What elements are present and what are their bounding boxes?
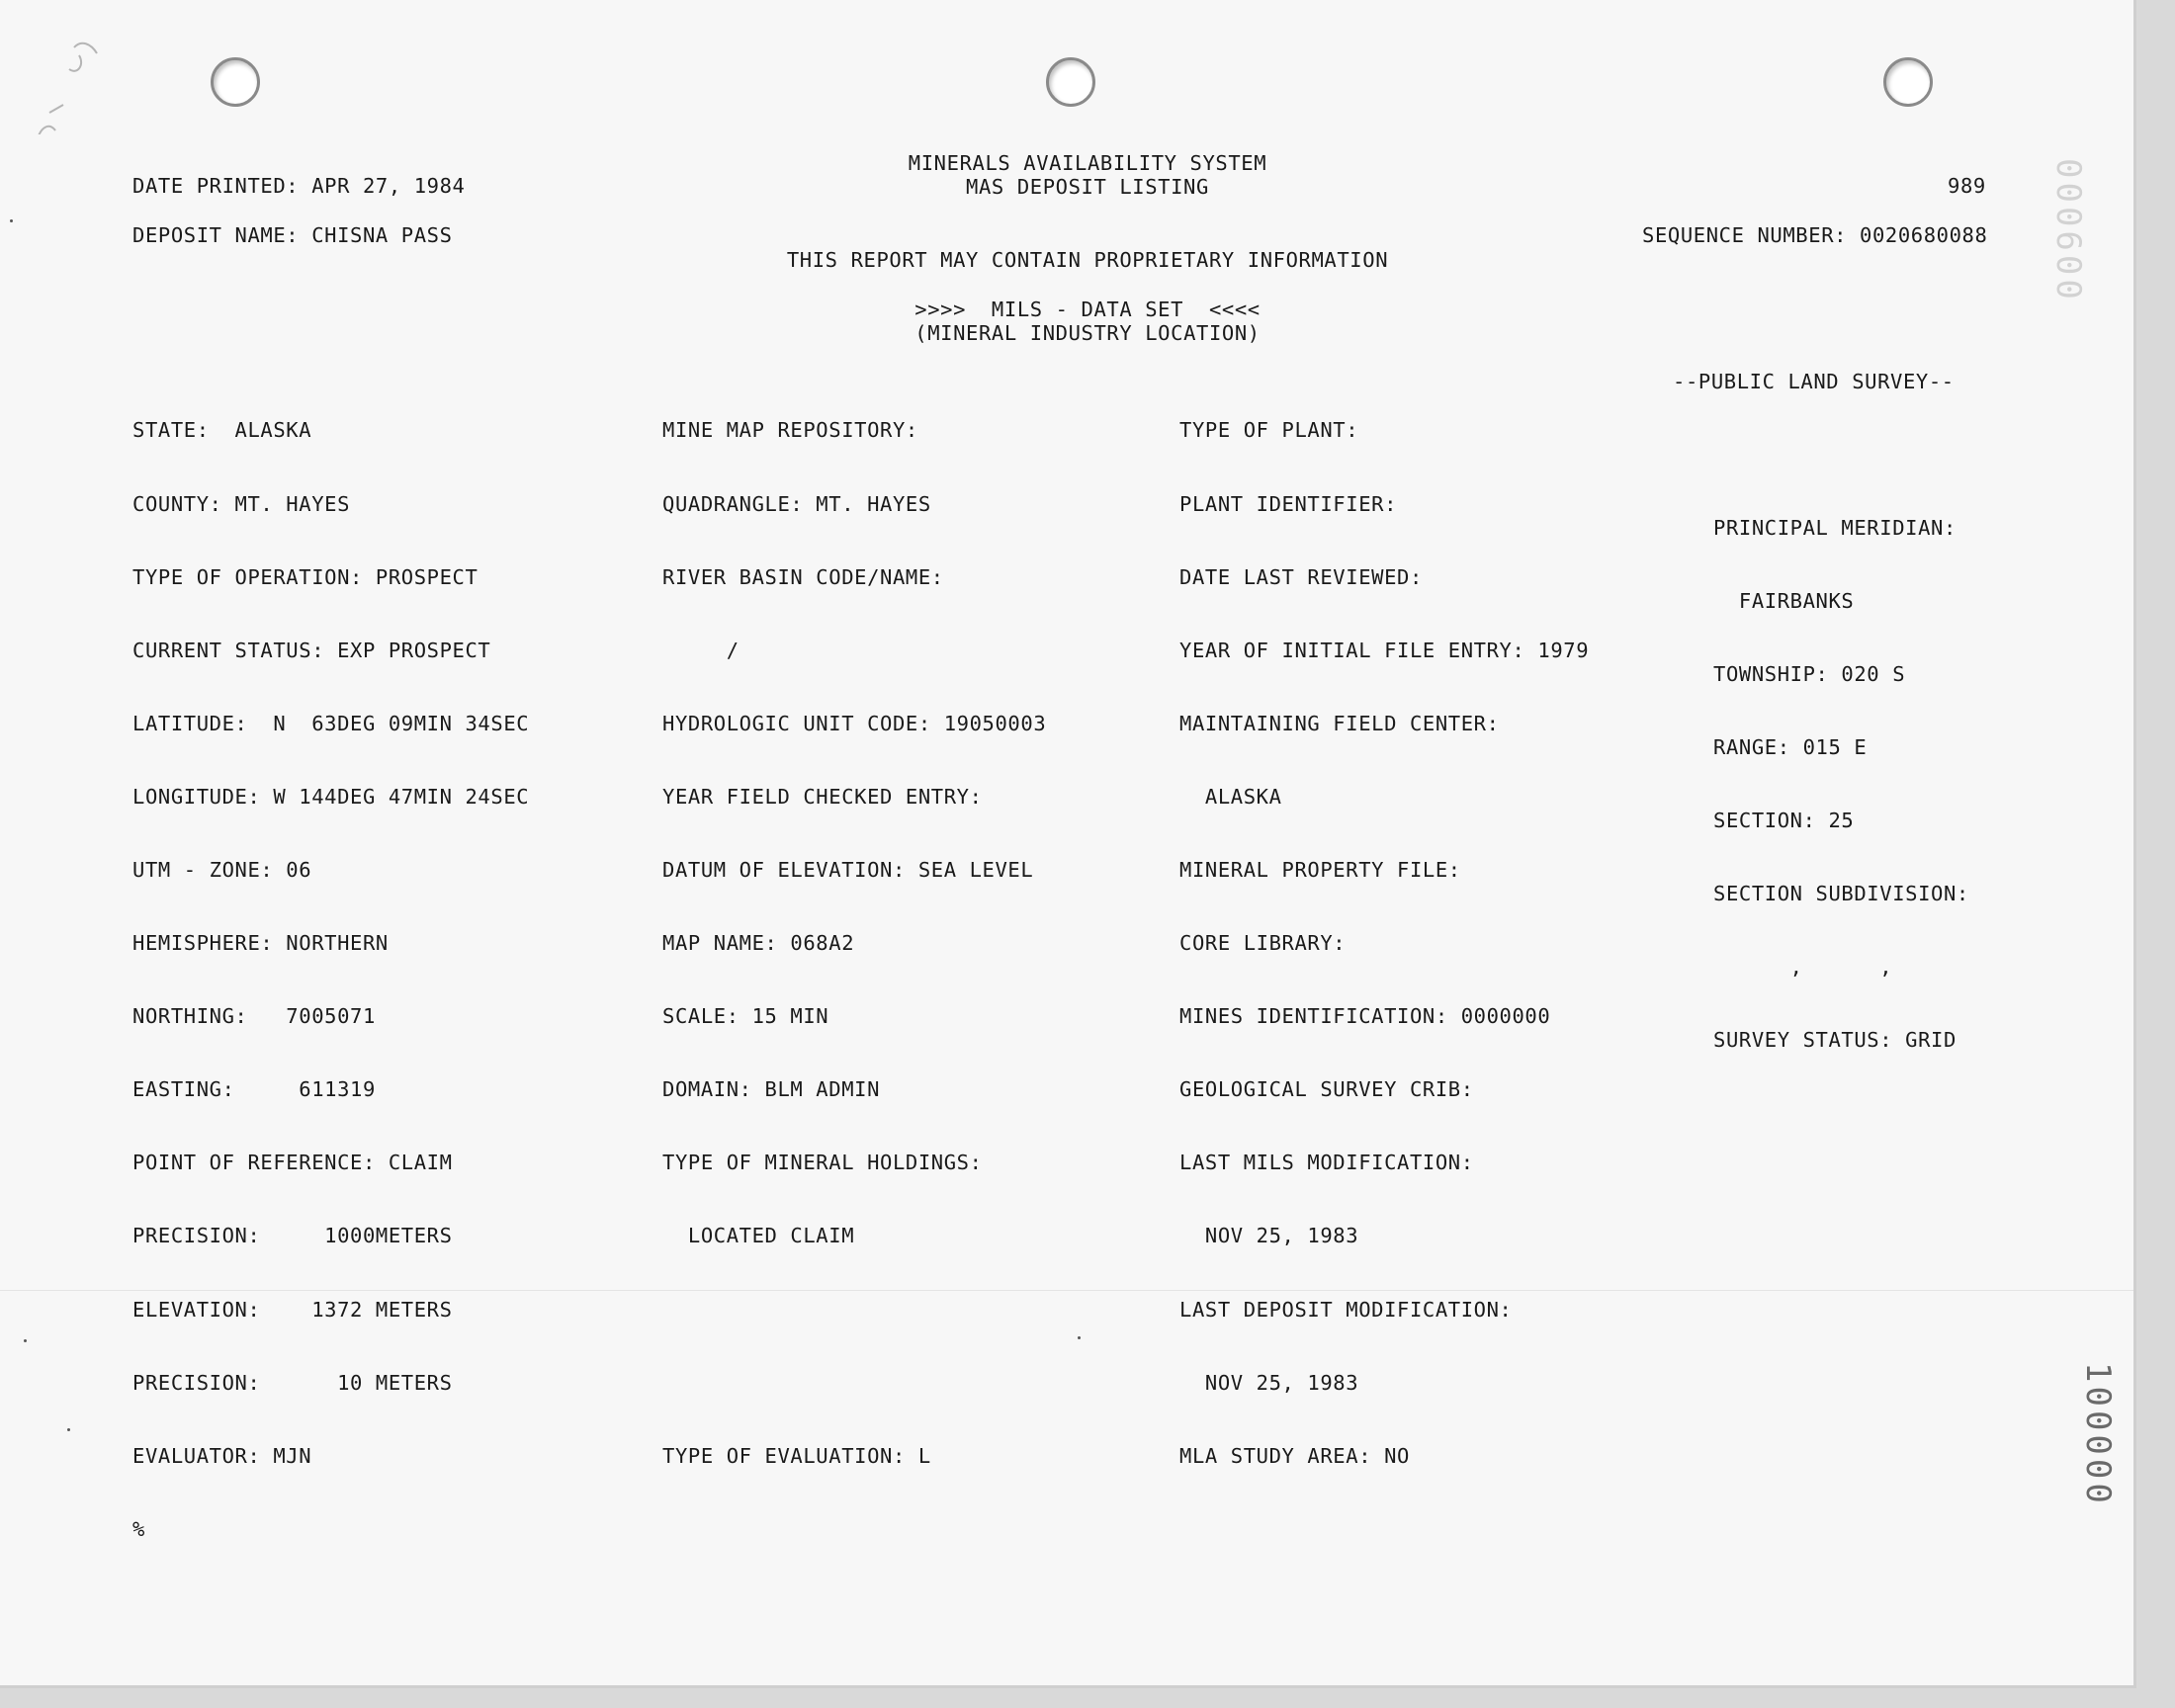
field-last-mils-modification-date: NOV 25, 1983 [1179, 1224, 1359, 1248]
field-survey-status: SURVEY STATUS: GRID [1713, 1028, 1957, 1053]
field-geological-survey-crib: GEOLOGICAL SURVEY CRIB: [1179, 1077, 1474, 1102]
proprietary-notice: THIS REPORT MAY CONTAIN PROPRIETARY INFORMATION [786, 248, 1389, 272]
field-last-mils-modification: LAST MILS MODIFICATION: [1179, 1151, 1474, 1175]
field-range: RANGE: 015 E [1713, 734, 1868, 759]
listing-title: MAS DEPOSIT LISTING [966, 175, 1209, 199]
system-title: MINERALS AVAILABILITY SYSTEM [908, 151, 1267, 175]
punch-hole-right [1883, 57, 1933, 107]
scan-speck [1078, 1336, 1081, 1339]
date-printed: DATE PRINTED: APR 27, 1984 [132, 174, 466, 198]
scan-speck [67, 1428, 70, 1431]
field-initial-file-entry: YEAR OF INITIAL FILE ENTRY: 1979 [1179, 638, 1590, 662]
field-state: STATE: ALASKA [132, 418, 312, 443]
scan-speck [24, 1339, 27, 1342]
field-mineral-holdings: TYPE OF MINERAL HOLDINGS: [662, 1151, 983, 1175]
data-set-subtitle: (MINERAL INDUSTRY LOCATION) [914, 321, 1261, 345]
punch-hole-left [211, 57, 260, 107]
field-hemisphere: HEMISPHERE: NORTHERN [132, 931, 389, 956]
field-scale: SCALE: 15 MIN [662, 1004, 829, 1029]
field-quadrangle: QUADRANGLE: MT. HAYES [662, 491, 931, 516]
field-last-deposit-modification: LAST DEPOSIT MODIFICATION: [1179, 1297, 1513, 1322]
scan-speck [10, 219, 13, 222]
field-principal-meridian-value: FAIRBANKS [1713, 588, 1855, 613]
field-section-subdivision: SECTION SUBDIVISION: [1713, 881, 1969, 905]
end-marker: % [132, 1516, 145, 1541]
field-township: TOWNSHIP: 020 S [1713, 661, 1906, 686]
land-survey-heading: --PUBLIC LAND SURVEY-- [1673, 370, 1955, 393]
field-utm-zone: UTM - ZONE: 06 [132, 857, 312, 882]
field-latitude: LATITUDE: N 63DEG 09MIN 34SEC [132, 711, 530, 735]
field-last-deposit-modification-date: NOV 25, 1983 [1179, 1370, 1359, 1395]
field-section-subdivision-value: , , [1713, 955, 1893, 980]
field-core-library: CORE LIBRARY: [1179, 931, 1347, 956]
field-plant-type: TYPE OF PLANT: [1179, 418, 1359, 443]
field-elevation: ELEVATION: 1372 METERS [132, 1297, 453, 1322]
pencil-mark [20, 36, 109, 134]
field-plant-identifier: PLANT IDENTIFIER: [1179, 491, 1398, 516]
admin-column [1179, 370, 1589, 1517]
field-longitude: LONGITUDE: W 144DEG 47MIN 24SEC [132, 784, 530, 809]
land-survey-column [1713, 393, 1969, 1101]
field-point-of-reference: POINT OF REFERENCE: CLAIM [132, 1151, 453, 1175]
field-northing: NORTHING: 7005071 [132, 1004, 376, 1029]
field-mineral-holdings-value: LOCATED CLAIM [662, 1224, 855, 1248]
field-easting: EASTING: 611319 [132, 1077, 376, 1102]
field-precision: PRECISION: 1000METERS [132, 1224, 453, 1248]
location-column [132, 370, 529, 1590]
field-maintaining-center: MAINTAINING FIELD CENTER: [1179, 711, 1500, 735]
sequence-number: SEQUENCE NUMBER: 0020680088 [1642, 223, 1988, 247]
field-hydrologic-unit: HYDROLOGIC UNIT CODE: 19050003 [662, 711, 1047, 735]
field-map-name: MAP NAME: 068A2 [662, 931, 855, 956]
data-set-title: >>>> MILS - DATA SET <<<< [914, 298, 1261, 321]
field-river-basin-value: / [662, 638, 740, 662]
field-mines-identification: MINES IDENTIFICATION: 0000000 [1179, 1004, 1551, 1029]
blank-line [662, 1298, 1046, 1323]
field-year-field-checked: YEAR FIELD CHECKED ENTRY: [662, 784, 983, 809]
field-mine-map-repository: MINE MAP REPOSITORY: [662, 418, 918, 443]
field-evaluator: EVALUATOR: MJN [132, 1443, 312, 1468]
field-mineral-property-file: MINERAL PROPERTY FILE: [1179, 857, 1461, 882]
faint-margin-stamp: 000600 [2048, 158, 2088, 303]
deposit-name: DEPOSIT NAME: CHISNA PASS [132, 223, 453, 247]
field-section: SECTION: 25 [1713, 808, 1855, 832]
field-datum-of-elevation: DATUM OF ELEVATION: SEA LEVEL [662, 857, 1034, 882]
blank-line [1713, 442, 1969, 467]
field-maintaining-center-value: ALASKA [1179, 784, 1282, 809]
archive-number-stamp: 100000 [2078, 1362, 2118, 1507]
field-elevation-precision: PRECISION: 10 METERS [132, 1370, 453, 1395]
field-river-basin: RIVER BASIN CODE/NAME: [662, 564, 944, 589]
blank-line [662, 1371, 1046, 1396]
field-county: COUNTY: MT. HAYES [132, 491, 351, 516]
field-current-status: CURRENT STATUS: EXP PROSPECT [132, 638, 491, 662]
field-principal-meridian: PRINCIPAL MERIDIAN: [1713, 515, 1957, 540]
page-number: 989 [1948, 174, 1986, 198]
field-mla-study-area: MLA STUDY AREA: NO [1179, 1443, 1410, 1468]
field-operation-type: TYPE OF OPERATION: PROSPECT [132, 564, 478, 589]
field-evaluation-type: TYPE OF EVALUATION: L [662, 1443, 931, 1468]
map-column [662, 370, 1046, 1517]
punch-hole-middle [1046, 57, 1095, 107]
field-domain: DOMAIN: BLM ADMIN [662, 1077, 881, 1102]
field-date-last-reviewed: DATE LAST REVIEWED: [1179, 564, 1423, 589]
